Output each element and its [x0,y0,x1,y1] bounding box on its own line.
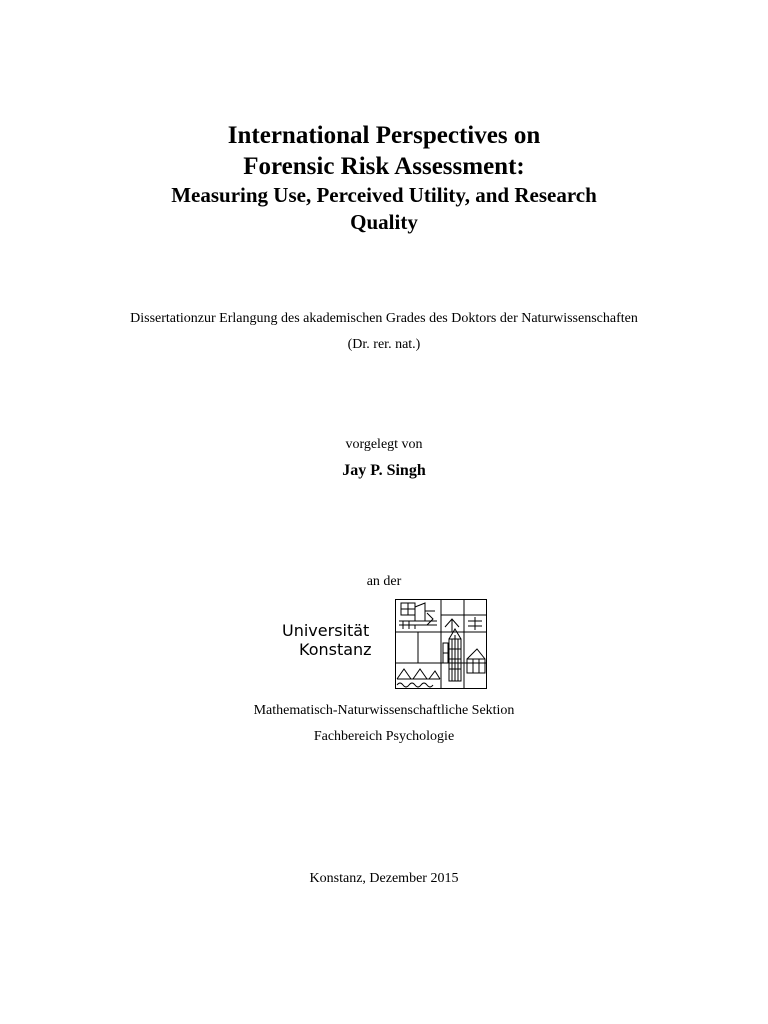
university-logo-wordmark [282,621,374,659]
subtitle-line-1: Measuring Use, Perceived Utility, and Research [171,183,597,207]
subtitle-line-2: Quality [350,210,418,234]
department-name: Fachbereich Psychologie [313,729,455,744]
author-name: Jay P. Singh [342,462,426,479]
title-line-1: International Perspectives on [227,122,541,149]
university-logo-line1: Universität [282,621,370,640]
university-emblem-icon [395,599,487,689]
dissertation-statement: Dissertationzur Erlangung des akademischen Grades des Doktors der Naturwissenschaften [130,311,638,326]
title-line-2: Forensic Risk Assessment: [243,153,525,180]
degree-name: (Dr. rer. nat.) [347,337,421,352]
at-the-label: an der [366,574,402,589]
faculty-section: Mathematisch-Naturwissenschaftliche Sektion [253,703,515,718]
university-logo-line2: Konstanz [299,640,372,659]
place-and-date: Konstanz, Dezember 2015 [309,871,459,886]
submitted-by-label: vorgelegt von [345,437,423,452]
university-logo [282,599,488,691]
title-block [0,120,768,236]
